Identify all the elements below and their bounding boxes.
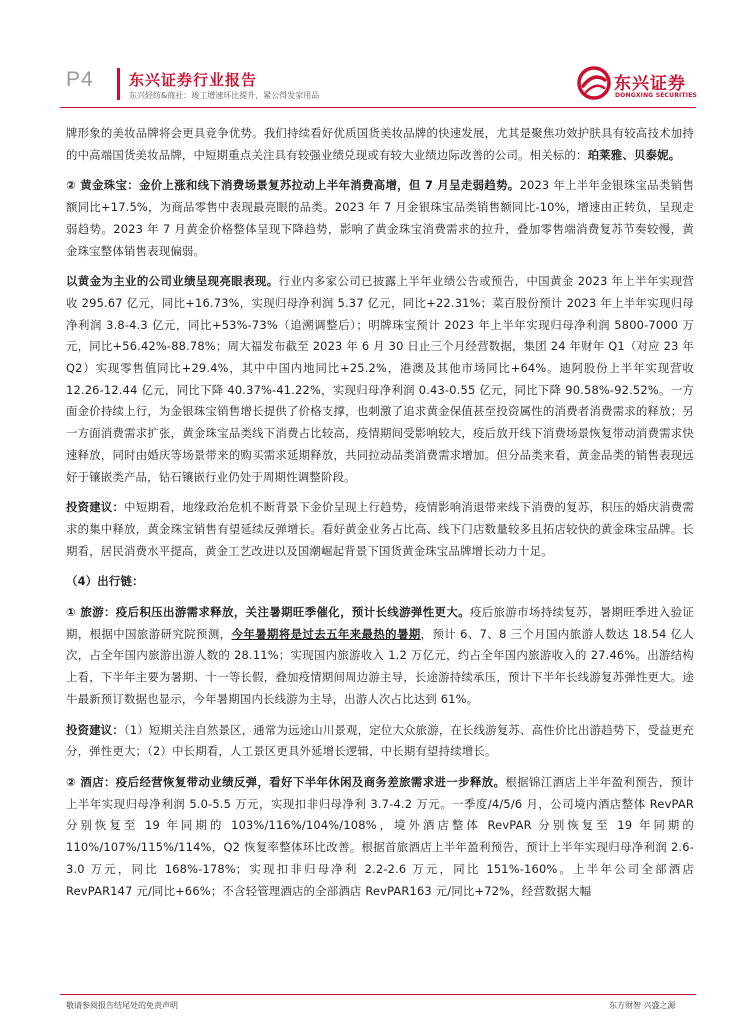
report-title: 东兴证券行业报告 — [129, 71, 258, 89]
paragraph-tourism: ① 旅游：疫后积压出游需求释放，关注暑期旺季催化，预计长线游弹性更大。疫后旅游市场持续复苏，暑期旺季进入验证期，根据中国旅游研究院预测，今年暑期将是过去五年来最热的暑期，预计 6、7、8 三个月国内旅游人数达 18.54 亿人次，占全年国内旅游出游人数的 28.11%；实现国内旅游收入 1.2 万亿元，约占全年国内旅游收入的 27.46%。出游结构上看，下半年主要为暑期、十一等长假，叠加疫情期间周边游主导，长途游持续承压，预计下半年长线游复苏弹性更大。途牛最新预订数据也显示，今年暑期国内长线游为主导，出游人次占比达到 61%。 — [66, 605, 694, 706]
investment-advice-label: 投资建议： — [66, 500, 125, 515]
footer-rule — [60, 994, 696, 995]
page-number: P4 — [66, 68, 94, 91]
tourism-highlight: 今年暑期将是过去五年来最热的暑期 — [231, 626, 421, 641]
hotel-heading: ② 酒店：疫后经营恢复带动业绩反弹，看好下半年休闲及商务差旅需求进一步释放。 — [66, 774, 506, 789]
report-body — [66, 123, 694, 911]
gold-companies-heading: 以黄金为主业的公司业绩呈现亮眼表现。 — [66, 274, 279, 289]
paragraph-gold-jewelry: ② 黄金珠宝：金价上涨和线下消费场景复苏拉动上半年消费高增，但 7 月呈走弱趋势。2023 年上半年金银珠宝品类销售额同比+17.5%，为商品零售中表现最亮眼的品类。2023 年 7 月金银珠宝品类销售额同比-10%，增速由正转负，呈现走弱趋势。2023 年 7 月黄金价格整体呈现下降趋势，影响了黄金珠宝消费需求的拉升，叠加零售端消费复苏节奏较慢，黄金珠宝整体销售表现偏弱。 — [66, 178, 695, 258]
header-divider-bar — [117, 68, 120, 100]
header-rule — [60, 107, 696, 108]
logo-text-cn: 东兴证券 — [614, 74, 686, 94]
paragraph-gold-investment-advice: 投资建议：中短期看，地缘政治危机不断背景下金价呈现上行趋势，疫情影响消退带来线下消费的复苏，积压的婚庆消费需求的集中释放，黄金珠宝销售有望延续反弹增长。看好黄金业务占比高、线下门店数量较多且拓店较快的黄金珠宝品牌。长期看，居民消费水平提高，黄金工艺改进以及国潮崛起背景下国货黄金珠宝品牌增长动力十足。 — [66, 500, 694, 558]
investment-advice-label: 投资建议： — [66, 722, 124, 737]
page-header — [0, 0, 755, 105]
paragraph-cosmetics-conclusion: 牌形象的美妆品牌将会更具竞争优势。我们持续看好优质国货美妆品牌的快速发展，尤其是聚焦功效护肤具有较高技术加持的中高端国货美妆品牌，中短期重点关注具有较强业绩兑现或有较大业绩边际改善的公司。相关标的：珀莱雅、贝泰妮。 — [66, 126, 694, 162]
related-stocks: 珀莱雅、贝泰妮。 — [587, 147, 681, 162]
logo-swirl-icon — [577, 66, 611, 100]
paragraph-gold-companies: 以黄金为主业的公司业绩呈现亮眼表现。行业内多家公司已披露上半年业绩公告或预告，中国黄金 2023 年上半年实现营收 295.67 亿元，同比+16.73%，实现归母净利润 5.37 亿元，同比+22.31%；菜百股份预计 2023 年上半年实现归母净利润 3.8-4.3 亿元，同比+53%-73%（追溯调整后）；明牌珠宝预计 2023 年上半年实现归母净利润 5800-7000 万元，同比+56.42%-88.78%；周大福发布截至 2023 年 6 月 30 日止三个月经营数据，集团 24 年财年 Q1（对应 23 年 Q2）实现零售值同比+29.4%，其中中国内地同比+25.2%，港澳及其他市场同比+64%。迪阿股份上半年实现营收 12.26-12.44 亿元，同比下降 40.37%-41.22%，实现归母净利润 0.43-0.55 亿元，同比下降 90.58%-92.52%。一方面金价持续上行，为金银珠宝销售增长提供了价格支撑，也刺激了追求黄金保值甚至投资属性的消费者消费需求的释放；另一方面消费需求扩张，黄金珠宝品类线下消费占比较高，疫情期间受影响较大，疫后放开线下消费场景恢复带动消费需求快速释放，同时由婚庆等场景带来的购买需求延期释放，共同拉动品类消费需求增加。但分品类来看，黄金品类的销售表现远好于镶嵌类产品，钻石镶嵌行业仍处于周期性调整阶段。 — [66, 274, 694, 484]
footer-slogan: 东方财智 兴盛之源 — [609, 1001, 676, 1010]
gold-jewelry-heading: ② 黄金珠宝：金价上涨和线下消费场景复苏拉动上半年消费高增，但 7 月呈走弱趋势。 — [66, 178, 520, 193]
section-title-travel: （4）出行链： — [66, 574, 144, 589]
paragraph-hotel: ② 酒店：疫后经营恢复带动业绩反弹，看好下半年休闲及商务差旅需求进一步释放。根据锦江酒店上半年盈利预告，预计上半年实现归母净利润 5.0-5.5 万元，实现扣非归母净利 3.7-4.2 万元。一季度/4/5/6 月，公司境内酒店整体 RevPAR 分别恢复至 19 年同期的 103%/116%/104%/108%，境外酒店整体 RevPAR 分别恢复至 19 年同期的 110%/107%/115%/114%，Q2 恢复率整体环比改善。根据首旅酒店上半年盈利预告，预计上半年实现归母净利润 2.6-3.0 万元，同比 168%-178%；实现扣非归母净利 2.2-2.6 万元，同比 151%-160%。上半年公司全部酒店 RevPAR147 元/同比+66%；不含轻管理酒店的全部酒店 RevPAR163 元/同比+72%，经营数据大幅 — [66, 774, 694, 898]
tourism-heading: ① 旅游：疫后积压出游需求释放，关注暑期旺季催化，预计长线游弹性更大。 — [66, 605, 470, 620]
company-logo — [577, 64, 697, 104]
logo-text-en: DONGXING SECURITIES — [615, 92, 698, 99]
paragraph-tourism-investment-advice: 投资建议：（1）短期关注自然景区，通常为远途山川景观，定位大众旅游，在长线游复苏、高性价比出游趋势下，受益更充分，弹性更大；（2）中长期看，人工景区更具外延增长逻辑，中长期有望持续增长。 — [66, 722, 694, 759]
report-subtitle: 东兴轻纺&商社：竣工增速环比提升，紧公得发家用品 — [129, 91, 320, 100]
footer-disclaimer: 敬请参阅报告结尾处的免责声明 — [66, 1001, 178, 1010]
